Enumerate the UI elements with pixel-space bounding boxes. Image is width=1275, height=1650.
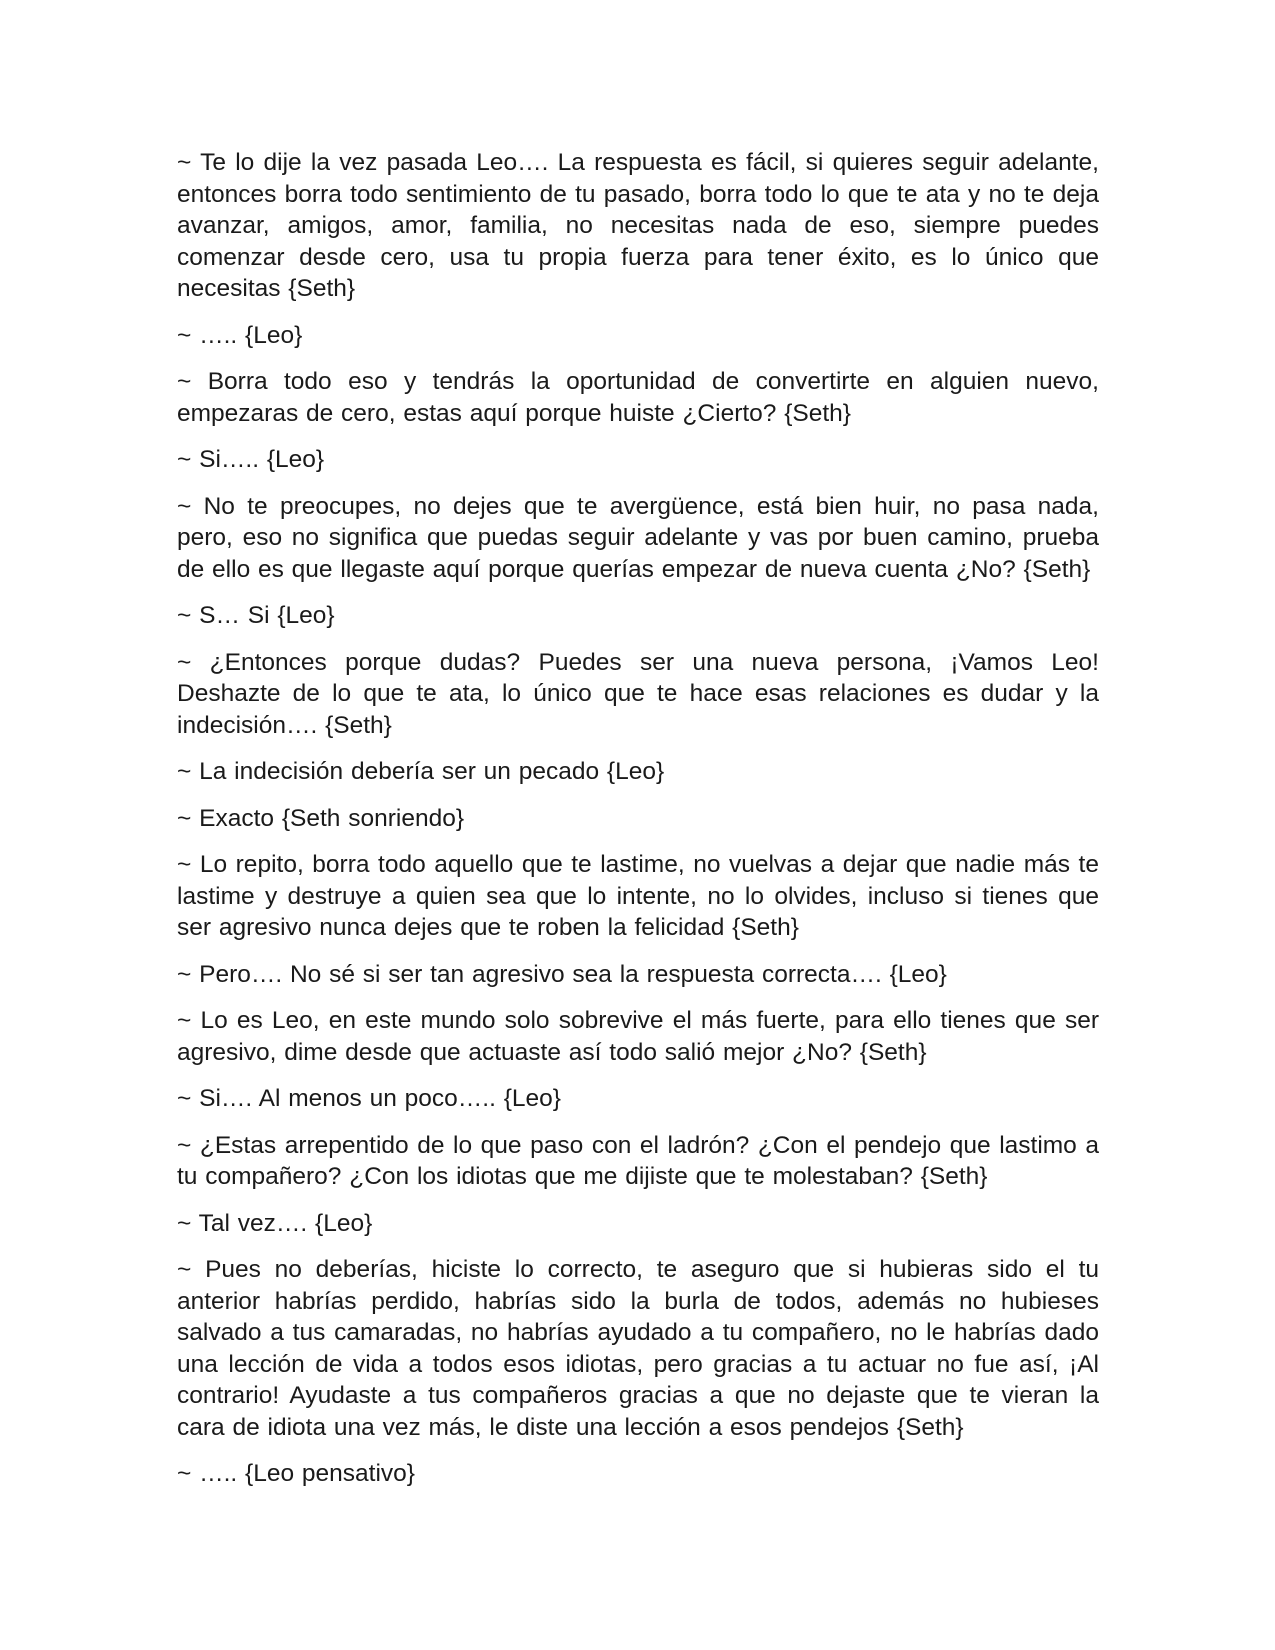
dialogue-paragraph: ~ ¿Estas arrepentido de lo que paso con el ladrón? ¿Con el pendejo que lastimo a tu compañero? ¿Con los idiotas que me dijiste que te molestaban? {Seth} — [177, 1131, 1099, 1190]
dialogue-paragraph: ~ Pero…. No sé si ser tan agresivo sea la respuesta correcta…. {Leo} — [177, 960, 947, 988]
dialogue-paragraph: ~ S… Si {Leo} — [177, 602, 335, 629]
dialogue-paragraph: ~ Tal vez…. {Leo} — [177, 1209, 373, 1237]
dialogue-paragraph: ~ Lo repito, borra todo aquello que te lastime, no vuelvas a dejar que nadie más te lastime y destruye a quien sea que lo intente, no lo olvides, incluso si tienes que ser agresivo nunca dejes que te roben la felicidad {Seth} — [177, 851, 1099, 941]
dialogue-paragraph: ~ Exacto {Seth sonriendo} — [177, 804, 464, 832]
dialogue-paragraph: ~ ¿Entonces porque dudas? Puedes ser una nueva persona, ¡Vamos Leo! Deshazte de lo que te ata, lo único que te hace esas relaciones es dudar y la indecisión…. {Seth} — [177, 648, 1099, 739]
dialogue-paragraph: ~ Te lo dije la vez pasada Leo…. La respuesta es fácil, si quieres seguir adelante, entonces borra todo sentimiento de tu pasado, borra todo lo que te ata y no te deja avanzar, amigos, amor, familia, no necesitas nada de eso, siempre puedes comenzar desde cero, usa tu propia fuerza para tener éxito, es lo único que necesitas {Seth} — [177, 149, 1099, 302]
dialogue-paragraph: ~ Si…. Al menos un poco….. {Leo} — [177, 1085, 561, 1112]
document-body — [177, 147, 1099, 1505]
dialogue-paragraph: ~ Pues no deberías, hiciste lo correcto, te aseguro que si hubieras sido el tu anterior habrías perdido, habrías sido la burla de todos, además no hubieses salvado a tus camaradas, no habrías ayudado a tu compañero, no le habrías dado una lección de vida a todos esos idiotas, pero gracias a tu actuar no fue así, ¡Al contrario! Ayudaste a tus compañeros gracias a que no dejaste que te vieran la cara de idiota una vez más, le diste una lección a esos pendejos {Seth} — [177, 1256, 1099, 1441]
dialogue-paragraph: ~ Borra todo eso y tendrás la oportunidad de convertirte en alguien nuevo, empezaras de cero, estas aquí porque huiste ¿Cierto? {Seth} — [177, 368, 1099, 427]
dialogue-paragraph: ~ Si….. {Leo} — [177, 446, 325, 473]
dialogue-paragraph: ~ Lo es Leo, en este mundo solo sobrevive el más fuerte, para ello tienes que ser agresivo, dime desde que actuaste así todo salió mejor ¿No? {Seth} — [177, 1007, 1099, 1066]
dialogue-paragraph: ~ ….. {Leo pensativo} — [177, 1460, 415, 1487]
dialogue-paragraph: ~ La indecisión debería ser un pecado {Leo} — [177, 758, 665, 785]
dialogue-paragraph: ~ ….. {Leo} — [177, 321, 303, 349]
dialogue-paragraph: ~ No te preocupes, no dejes que te avergüence, está bien huir, no pasa nada, pero, eso no significa que puedas seguir adelante y vas por buen camino, prueba de ello es que llegaste aquí porque querías empezar de nueva cuenta ¿No? {Seth} — [177, 492, 1099, 583]
